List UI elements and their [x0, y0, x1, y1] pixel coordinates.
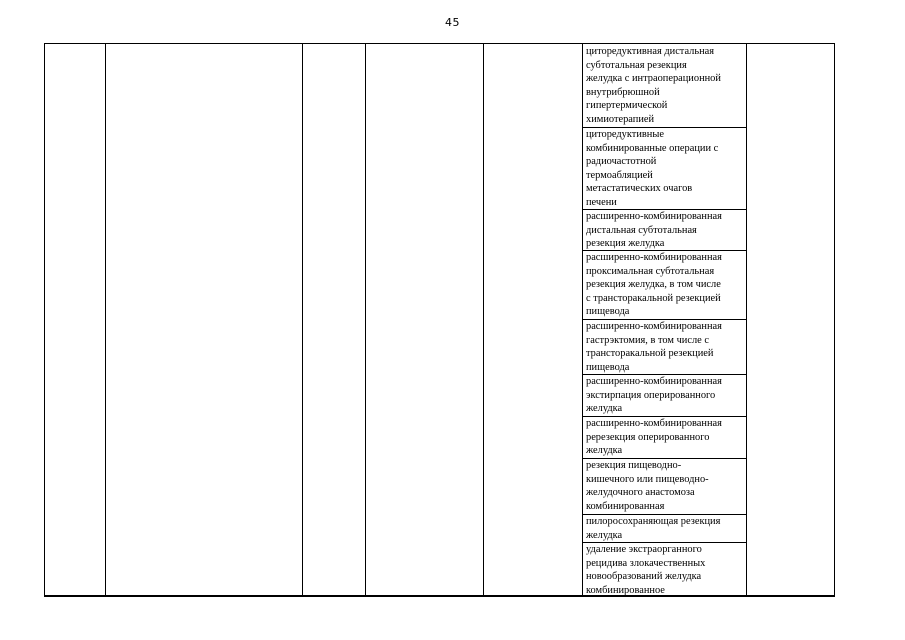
procedure-cell: расширенно-комбинированная гастрэктомия, в том числе с трансторакальной резекцией пищевода: [586, 321, 722, 373]
procedure-cell: удаление экстраорганного рецидива злокачественных новообразований желудка комбинированное: [586, 544, 706, 596]
page-number: 45: [445, 16, 460, 29]
document-table: [44, 43, 835, 597]
procedure-cell: циторедуктивные комбинированные операции с радиочастотной термоабляцией метастатических очагов печени: [586, 129, 719, 208]
procedures-column: [582, 44, 746, 595]
procedure-cell: пилоросохраняющая резекция желудка: [586, 516, 721, 541]
column-divider: [365, 44, 366, 595]
column-divider: [483, 44, 484, 595]
column-divider: [105, 44, 106, 595]
column-divider: [302, 44, 303, 595]
procedure-cell: расширенно-комбинированная проксимальная субтотальная резекция желудка, в том числе с трансторакальной резекцией пищевода: [586, 252, 722, 318]
procedure-cell: циторедуктивная дистальная субтотальная резекция желудка с интраоперационной внутрибрюшной гипертермической химиотерапией: [586, 46, 721, 125]
procedure-cell: расширенно-комбинированная дистальная субтотальная резекция желудка: [586, 211, 722, 250]
procedure-cell: расширенно-комбинированная экстирпация оперированного желудка: [586, 376, 722, 415]
procedure-cell: резекция пищеводно- кишечного или пищеводно- желудочного анастомоза комбинированная: [586, 460, 709, 512]
procedure-cell: расширенно-комбинированная ререзекция оперированного желудка: [586, 418, 722, 457]
column-divider: [746, 44, 747, 595]
